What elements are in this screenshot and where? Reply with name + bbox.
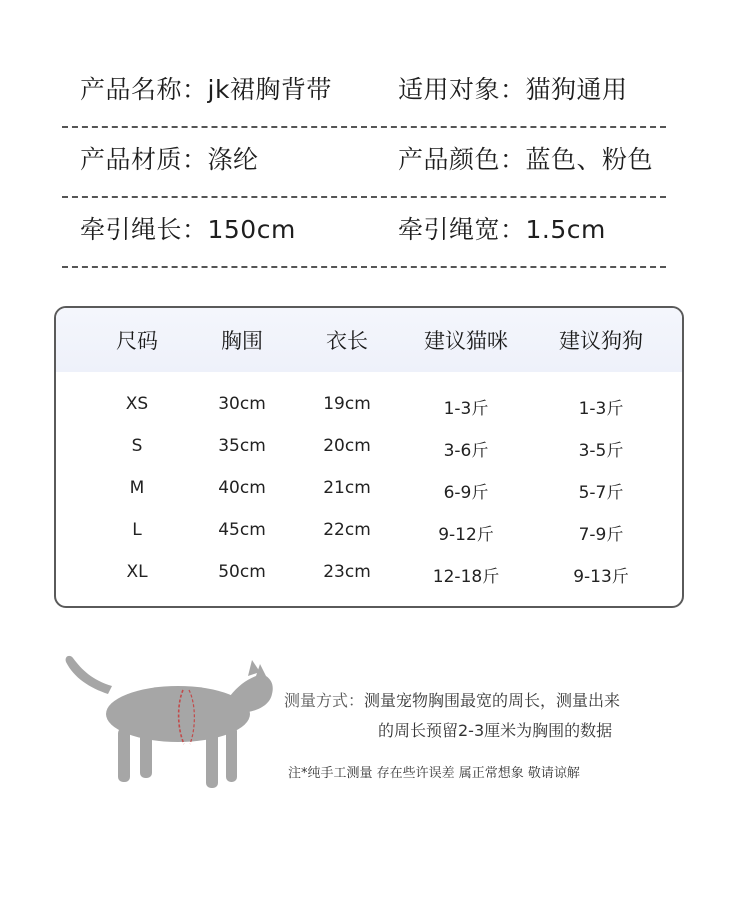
cell-length: 23cm	[323, 562, 371, 582]
measure-text-1: 测量宠物胸围最宽的周长，测量出来	[364, 691, 621, 710]
cell-dog: 5-7斤	[578, 483, 624, 503]
cell-cat: 3-6斤	[443, 441, 489, 461]
spec-color: 产品颜色：蓝色、粉色	[398, 145, 654, 174]
cell-chest: 40cm	[218, 478, 266, 498]
cell-size: XL	[126, 562, 148, 582]
cell-cat: 1-3斤	[443, 399, 489, 419]
cell-length: 21cm	[323, 478, 371, 498]
header-length: 衣长	[326, 329, 368, 353]
dashed-divider	[62, 126, 666, 128]
cell-dog: 7-9斤	[578, 525, 624, 545]
spec-material: 产品材质：涤纶	[80, 145, 259, 174]
cell-cat: 6-9斤	[443, 483, 489, 503]
measurement-note: 注*纯手工测量 存在些许误差 属正常想象 敬请谅解	[288, 766, 580, 781]
cell-chest: 50cm	[218, 562, 266, 582]
measure-instructions	[284, 686, 620, 746]
cell-dog: 3-5斤	[578, 441, 624, 461]
measure-label: 测量方式：	[284, 691, 365, 710]
size-table	[54, 306, 684, 608]
cell-cat: 12-18斤	[432, 567, 500, 587]
dashed-divider	[62, 266, 666, 268]
dashed-divider	[62, 196, 666, 198]
cell-size: M	[129, 478, 145, 498]
header-chest: 胸围	[221, 329, 263, 353]
table-row	[56, 512, 682, 554]
table-row	[56, 428, 682, 470]
spec-leash-length: 牵引绳长：150cm	[80, 215, 296, 244]
cell-chest: 45cm	[218, 520, 266, 540]
table-row	[56, 554, 682, 596]
header-dog: 建议狗狗	[559, 329, 643, 353]
cell-size: S	[131, 436, 143, 456]
cell-chest: 30cm	[218, 394, 266, 414]
spec-row-2	[62, 140, 666, 210]
cell-dog: 9-13斤	[573, 567, 629, 587]
cell-size: XS	[125, 394, 149, 414]
cell-chest: 35cm	[218, 436, 266, 456]
cell-length: 22cm	[323, 520, 371, 540]
header-cat: 建议猫咪	[424, 329, 508, 353]
spec-leash-width: 牵引绳宽：1.5cm	[398, 215, 606, 244]
table-row	[56, 470, 682, 512]
cell-size: L	[132, 520, 142, 540]
cell-length: 19cm	[323, 394, 371, 414]
cell-cat: 9-12斤	[438, 525, 494, 545]
cell-dog: 1-3斤	[578, 399, 624, 419]
measure-line-2: 的周长预留2-3厘米为胸围的数据	[378, 721, 613, 740]
table-row	[56, 386, 682, 428]
size-table-header	[56, 308, 682, 372]
spec-row-1	[62, 70, 666, 140]
spec-row-3	[62, 210, 666, 280]
header-size: 尺码	[116, 329, 158, 353]
spec-target: 适用对象：猫狗通用	[398, 75, 628, 104]
cell-length: 20cm	[323, 436, 371, 456]
measure-line-1	[284, 686, 620, 716]
cat-silhouette-icon	[60, 650, 280, 790]
spec-product-name: 产品名称：jk裙胸背带	[80, 75, 332, 104]
